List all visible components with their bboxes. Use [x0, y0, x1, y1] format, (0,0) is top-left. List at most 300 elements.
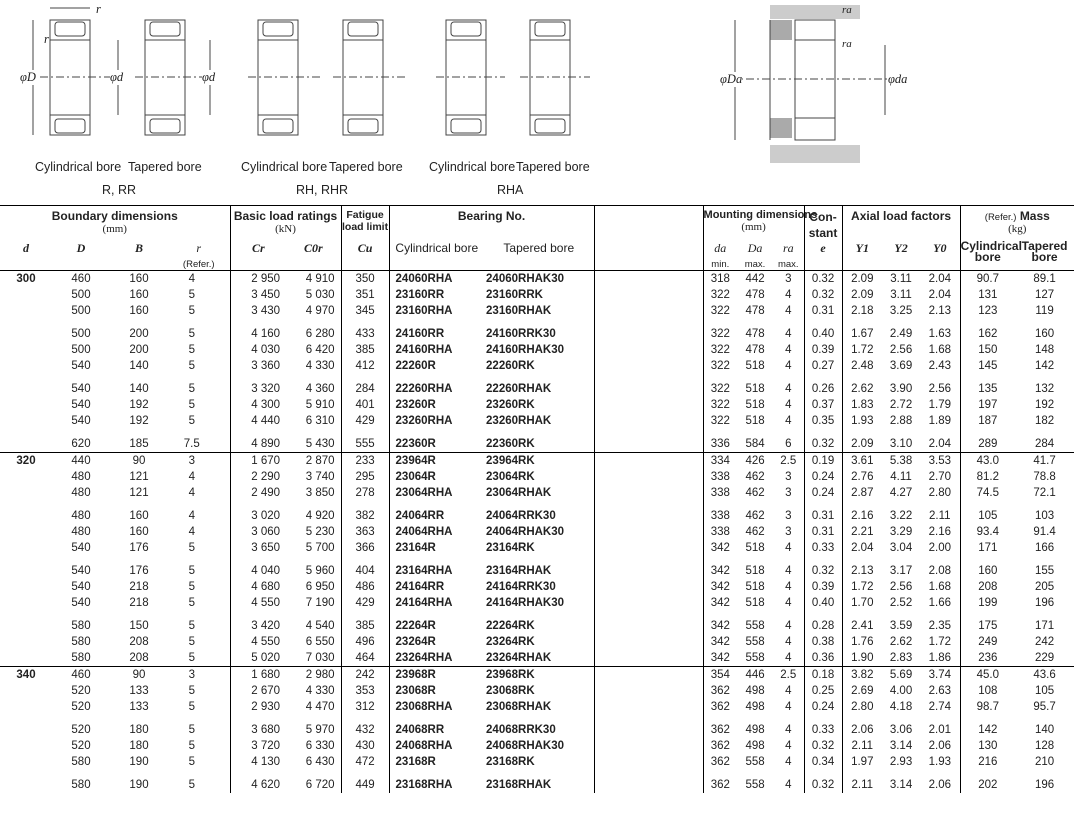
cell: 0.24 — [804, 485, 842, 501]
header-basic: Basic load ratings (kN) — [230, 206, 341, 242]
cell: 363 — [341, 524, 389, 540]
cell: 2.13 — [920, 303, 960, 319]
cell: 2.06 — [920, 738, 960, 754]
cell-bore-d — [0, 563, 52, 579]
caption-rh-rhr: RH, RHR — [296, 183, 349, 197]
cell: 1.72 — [851, 344, 874, 356]
cell: 295 — [341, 469, 389, 485]
diagram-rh-rhr-tap — [333, 20, 405, 135]
table-row — [0, 326, 1074, 342]
cell: 133 — [129, 701, 149, 713]
table-row — [0, 453, 1074, 470]
cell: 166 — [1034, 542, 1055, 554]
cell: 105 — [1034, 685, 1055, 697]
cell: 0.36 — [804, 650, 842, 667]
cell: 2.35 — [920, 618, 960, 634]
cell-bore-d — [0, 738, 52, 754]
cell: 2.88 — [889, 415, 913, 427]
cell: 4 — [773, 326, 804, 342]
cell: 23264RK — [484, 634, 594, 650]
cell: 5 — [168, 579, 230, 595]
cell: 5 — [168, 563, 230, 579]
cell: 187 — [978, 415, 998, 427]
cell: 242 — [1034, 636, 1055, 648]
cell: 3 — [168, 453, 230, 470]
cell: 127 — [1034, 289, 1055, 301]
cell: 1.68 — [920, 342, 960, 358]
cell: 460 — [52, 667, 110, 684]
cell: 462 — [745, 510, 765, 522]
cell-bore-d — [0, 579, 52, 595]
cell: 362 — [710, 756, 730, 768]
cell: 2.52 — [889, 597, 913, 609]
cell: 91.4 — [1033, 526, 1056, 538]
cell: 0.28 — [804, 618, 842, 634]
cell: 472 — [341, 754, 389, 770]
cell: 432 — [341, 722, 389, 738]
cell: 148 — [1034, 344, 1055, 356]
table-row — [0, 381, 1074, 397]
cell: 2 870 — [286, 453, 341, 470]
cell: 0.31 — [804, 524, 842, 540]
cell: 24164RHA — [395, 597, 453, 609]
col-cyl-bore: Cylindrical bore — [395, 241, 479, 255]
cell: 4 040 — [251, 565, 281, 577]
cell: 3 — [773, 485, 804, 501]
cell: 4 — [773, 358, 804, 374]
cell: 334 — [703, 453, 737, 470]
cell: 520 — [71, 740, 91, 752]
cell: 0.34 — [804, 754, 842, 770]
cell: 24064RHAK30 — [484, 524, 594, 540]
col-da: da min. — [711, 241, 730, 270]
cell: 0.18 — [804, 667, 842, 684]
cell: 24060RHA — [395, 273, 453, 285]
cell: 208 — [978, 581, 998, 593]
cell: 2.62 — [851, 383, 874, 395]
cell: 1 680 — [230, 667, 286, 684]
cell: 2 490 — [251, 487, 281, 499]
cell: 185 — [129, 438, 149, 450]
cell: 24160RRK30 — [484, 326, 594, 342]
cell: 2.16 — [851, 510, 874, 522]
cell: 2.18 — [851, 305, 874, 317]
cell: 4 — [773, 381, 804, 397]
cell: 236 — [978, 652, 998, 664]
cell: 23168RK — [484, 754, 594, 770]
cell: 518 — [745, 399, 765, 411]
cell: 5.69 — [882, 667, 920, 684]
cell: 289 — [978, 438, 998, 450]
cell: 119 — [1035, 305, 1054, 317]
table-row — [0, 683, 1074, 699]
table-row — [0, 777, 1074, 793]
label-phida: φda — [888, 72, 908, 86]
table-row — [0, 469, 1074, 485]
cell: 2.01 — [920, 722, 960, 738]
cell: 4 300 — [251, 399, 281, 411]
cell: 242 — [341, 667, 389, 684]
diagram-rha-tap — [520, 20, 590, 135]
caption-rha: RHA — [497, 183, 524, 197]
table-row — [0, 287, 1074, 303]
cell: 322 — [710, 399, 730, 411]
cell-bore-d: 320 — [0, 453, 52, 470]
cell-bore-d — [0, 634, 52, 650]
cell: 23168RHA — [395, 779, 453, 791]
cell: 540 — [71, 360, 91, 372]
cell: 2.62 — [889, 636, 913, 648]
cell: 2.80 — [920, 485, 960, 501]
cell: 5 — [168, 754, 230, 770]
cell: 426 — [737, 453, 773, 470]
cell: 192 — [129, 399, 149, 411]
cell: 350 — [341, 271, 389, 288]
cell: 3 720 — [251, 740, 281, 752]
cell: 3.17 — [889, 565, 913, 577]
cell: 338 — [710, 510, 730, 522]
cell: 4 970 — [286, 303, 341, 319]
cell: 218 — [129, 597, 149, 609]
cell: 520 — [71, 724, 91, 736]
cell: 160 — [978, 565, 998, 577]
cell: 2.00 — [920, 540, 960, 556]
cell: 140 — [129, 383, 149, 395]
cell-bore-d — [0, 722, 52, 738]
cell: 2 670 — [251, 685, 281, 697]
cell: 5 970 — [286, 722, 341, 738]
cell-bore-d — [0, 397, 52, 413]
cell: 5 — [168, 326, 230, 342]
cell: 23168RHAK — [484, 777, 594, 793]
label-ra: ra — [842, 4, 852, 16]
table-row — [0, 699, 1074, 715]
cell: 23068RHA — [395, 701, 453, 713]
cell: 460 — [71, 273, 91, 285]
col-d: d — [23, 241, 29, 255]
cell: 353 — [341, 683, 389, 699]
cell: 23164R — [395, 542, 436, 554]
cell: 0.24 — [804, 699, 842, 715]
cell: 449 — [341, 777, 389, 793]
label-ra-2: ra — [842, 38, 852, 50]
table-row — [0, 754, 1074, 770]
cell: 4 — [773, 413, 804, 429]
cell: 4 — [773, 540, 804, 556]
cell: 4 — [168, 469, 230, 485]
cell: 5 020 — [251, 652, 281, 664]
cell: 24068RHAK30 — [484, 738, 594, 754]
cell: 429 — [341, 413, 389, 429]
cell: 24068RR — [395, 724, 445, 736]
cell: 4 620 — [251, 779, 281, 791]
cell: 498 — [745, 685, 765, 697]
cell: 385 — [341, 342, 389, 358]
cell: 478 — [745, 305, 765, 317]
cell: 500 — [71, 305, 91, 317]
label-r: r — [96, 2, 101, 16]
cell: 1.97 — [851, 756, 874, 768]
col-Y0: Y0 — [920, 241, 960, 271]
cell: 342 — [710, 565, 730, 577]
cell: 216 — [978, 756, 998, 768]
cell: 2.69 — [851, 685, 874, 697]
cell: 4 920 — [286, 508, 341, 524]
cell: 22260RHA — [395, 383, 453, 395]
cell: 4 — [773, 634, 804, 650]
cell: 345 — [341, 303, 389, 319]
cell: 4 — [773, 777, 804, 793]
cell: 4 910 — [286, 271, 341, 288]
cell: 322 — [710, 328, 730, 340]
col-mass-tap: Tapered bore — [1021, 239, 1068, 264]
cell-bore-d — [0, 469, 52, 485]
cell: 540 — [71, 597, 91, 609]
cell-bore-d — [0, 303, 52, 319]
cell: 4 130 — [251, 756, 281, 768]
cell: 2.06 — [920, 777, 960, 793]
cell-bore-d — [0, 777, 52, 793]
cell: 2.76 — [851, 471, 874, 483]
cell: 5 — [168, 595, 230, 611]
col-ra: ra max. — [773, 241, 804, 271]
cell: 4 470 — [286, 699, 341, 715]
cell: 3.14 — [889, 740, 913, 752]
cell: 196 — [1034, 779, 1055, 791]
cell: 190 — [129, 779, 149, 791]
cell: 24160RHAK30 — [484, 342, 594, 358]
cell: 540 — [71, 581, 91, 593]
cell: 322 — [710, 415, 730, 427]
cell: 555 — [341, 436, 389, 453]
cell: 3 680 — [251, 724, 281, 736]
cell: 464 — [341, 650, 389, 667]
cell: 2.04 — [920, 436, 960, 453]
cell: 2.70 — [920, 469, 960, 485]
col-D: D — [76, 241, 86, 255]
cell: 2.72 — [889, 399, 913, 411]
cell: 0.31 — [804, 303, 842, 319]
cell: 218 — [129, 581, 149, 593]
cell: 3 320 — [251, 383, 281, 395]
cell: 342 — [710, 581, 730, 593]
cell: 462 — [745, 526, 765, 538]
col-B: B — [134, 241, 143, 255]
cell: 23164RHA — [395, 565, 453, 577]
cell: 5 — [168, 738, 230, 754]
diagram-r-rr-cyl — [33, 8, 120, 135]
cell: 1.67 — [851, 328, 874, 340]
cell: 3.74 — [920, 667, 960, 684]
caption-tap-1: Tapered bore — [128, 160, 202, 174]
cell: 478 — [745, 289, 765, 301]
cell-bore-d — [0, 754, 52, 770]
cell: 2.41 — [851, 620, 874, 632]
cell: 0.39 — [804, 342, 842, 358]
cell: 171 — [978, 542, 998, 554]
cell: 5 — [168, 381, 230, 397]
cell: 6 720 — [286, 777, 341, 793]
cell: 0.32 — [804, 777, 842, 793]
cell: 23964R — [389, 453, 484, 470]
cell: 23064RK — [484, 469, 594, 485]
header-boundary: Boundary dimensions (mm) — [0, 206, 230, 242]
table-row — [0, 667, 1074, 684]
cell: 322 — [710, 289, 730, 301]
cell: 145 — [978, 360, 998, 372]
cell: 2.80 — [851, 701, 874, 713]
cell: 4 330 — [286, 358, 341, 374]
cell: 23164RHAK — [484, 563, 594, 579]
cell: 500 — [71, 289, 91, 301]
cell: 2.43 — [920, 358, 960, 374]
cell: 4 550 — [251, 636, 281, 648]
cell: 401 — [341, 397, 389, 413]
cell: 580 — [71, 620, 91, 632]
caption-tap-3: Tapered bore — [516, 160, 590, 174]
cell: 24164RRK30 — [484, 579, 594, 595]
cell: 90.7 — [976, 273, 999, 285]
cell: 23068R — [395, 685, 436, 697]
cell: 486 — [341, 579, 389, 595]
table-row — [0, 358, 1074, 374]
cell-bore-d — [0, 595, 52, 611]
cell: 518 — [745, 581, 765, 593]
cell: 5 — [168, 683, 230, 699]
cell: 5 — [168, 699, 230, 715]
cell: 322 — [710, 344, 730, 356]
cell-bore-d: 340 — [0, 667, 52, 684]
label-phid-2: φd — [202, 70, 216, 84]
cell: 2.87 — [851, 487, 874, 499]
col-tap-bore: Tapered bore — [484, 241, 594, 271]
cell: 5 230 — [286, 524, 341, 540]
cell: 130 — [978, 740, 998, 752]
cell: 0.27 — [804, 358, 842, 374]
cell: 160 — [129, 289, 149, 301]
cell: 342 — [710, 620, 730, 632]
col-mass-cyl: Cylindrical bore — [960, 239, 1022, 264]
cell: 480 — [71, 510, 91, 522]
cell: 478 — [745, 344, 765, 356]
cell: 176 — [129, 565, 149, 577]
cell: 4 — [773, 699, 804, 715]
cell: 0.39 — [804, 579, 842, 595]
cell-bore-d — [0, 683, 52, 699]
cell: 4 030 — [251, 344, 281, 356]
cell: 3 — [773, 508, 804, 524]
cell: 208 — [129, 636, 149, 648]
table-row — [0, 342, 1074, 358]
cell: 22260R — [395, 360, 436, 372]
cell: 433 — [341, 326, 389, 342]
header-axial: Axial load factors — [842, 206, 960, 242]
cell: 24060RHAK30 — [484, 271, 594, 288]
cell: 1.89 — [920, 413, 960, 429]
cell-bore-d — [0, 326, 52, 342]
cell: 558 — [745, 652, 765, 664]
cell: 192 — [1034, 399, 1055, 411]
label-r2: r — [44, 32, 49, 46]
cell: 160 — [129, 526, 149, 538]
header-bearing-no: Bearing No. — [389, 206, 594, 242]
cell: 3 — [773, 271, 804, 288]
cell: 3.11 — [890, 273, 912, 285]
cell: 6 310 — [286, 413, 341, 429]
cell: 385 — [341, 618, 389, 634]
cell: 196 — [1034, 597, 1055, 609]
cell: 199 — [978, 597, 998, 609]
table-row — [0, 579, 1074, 595]
table-row — [0, 271, 1074, 288]
cell: 1.90 — [851, 652, 874, 664]
cell: 43.0 — [960, 453, 1015, 470]
cell: 4 540 — [286, 618, 341, 634]
cell: 478 — [745, 328, 765, 340]
cell: 351 — [341, 287, 389, 303]
cell: 24160RHA — [395, 344, 453, 356]
cell: 284 — [341, 381, 389, 397]
cell: 3 — [773, 469, 804, 485]
cell: 22260RHAK — [484, 381, 594, 397]
cell: 5 — [168, 650, 230, 667]
cell: 1.68 — [920, 579, 960, 595]
cell: 518 — [745, 565, 765, 577]
cell: 23160RRK — [484, 287, 594, 303]
cell: 24164RR — [395, 581, 445, 593]
cell: 1 670 — [230, 453, 286, 470]
label-phid: φd — [110, 70, 124, 84]
bearing-spec-table — [0, 205, 1074, 793]
cell: 3.29 — [889, 526, 913, 538]
cell: 2.08 — [920, 563, 960, 579]
cell: 2.74 — [920, 699, 960, 715]
header-fatigue: Fatigue load limit — [341, 206, 389, 242]
cell: 128 — [1034, 740, 1055, 752]
cell: 3.53 — [920, 453, 960, 470]
cell: 5 — [168, 287, 230, 303]
cell: 5.38 — [882, 453, 920, 470]
cell: 362 — [710, 701, 730, 713]
col-Cu: Cu — [341, 241, 389, 271]
cell: 6 430 — [286, 754, 341, 770]
cell: 412 — [341, 358, 389, 374]
cell: 229 — [1034, 652, 1055, 664]
cell: 498 — [745, 701, 765, 713]
cell: 3.90 — [889, 383, 913, 395]
cell: 2 980 — [286, 667, 341, 684]
cell-bore-d — [0, 287, 52, 303]
cell: 93.4 — [976, 526, 999, 538]
cell: 4 890 — [251, 438, 281, 450]
col-r: r (Refer.) — [168, 241, 230, 271]
cell: 3 450 — [251, 289, 281, 301]
cell: 24160RR — [395, 328, 445, 340]
cell: 2.83 — [889, 652, 913, 664]
cell: 4.00 — [889, 685, 913, 697]
cell: 180 — [129, 740, 149, 752]
cell: 2.56 — [889, 581, 913, 593]
table-row — [0, 540, 1074, 556]
cell: 140 — [129, 360, 149, 372]
table-row — [0, 595, 1074, 611]
cell-bore-d — [0, 485, 52, 501]
cell: 500 — [71, 344, 91, 356]
caption-r-rr: R, RR — [102, 183, 137, 197]
cell: 24164RHAK30 — [484, 595, 594, 611]
cell: 480 — [71, 471, 91, 483]
cell: 24064RRK30 — [484, 508, 594, 524]
